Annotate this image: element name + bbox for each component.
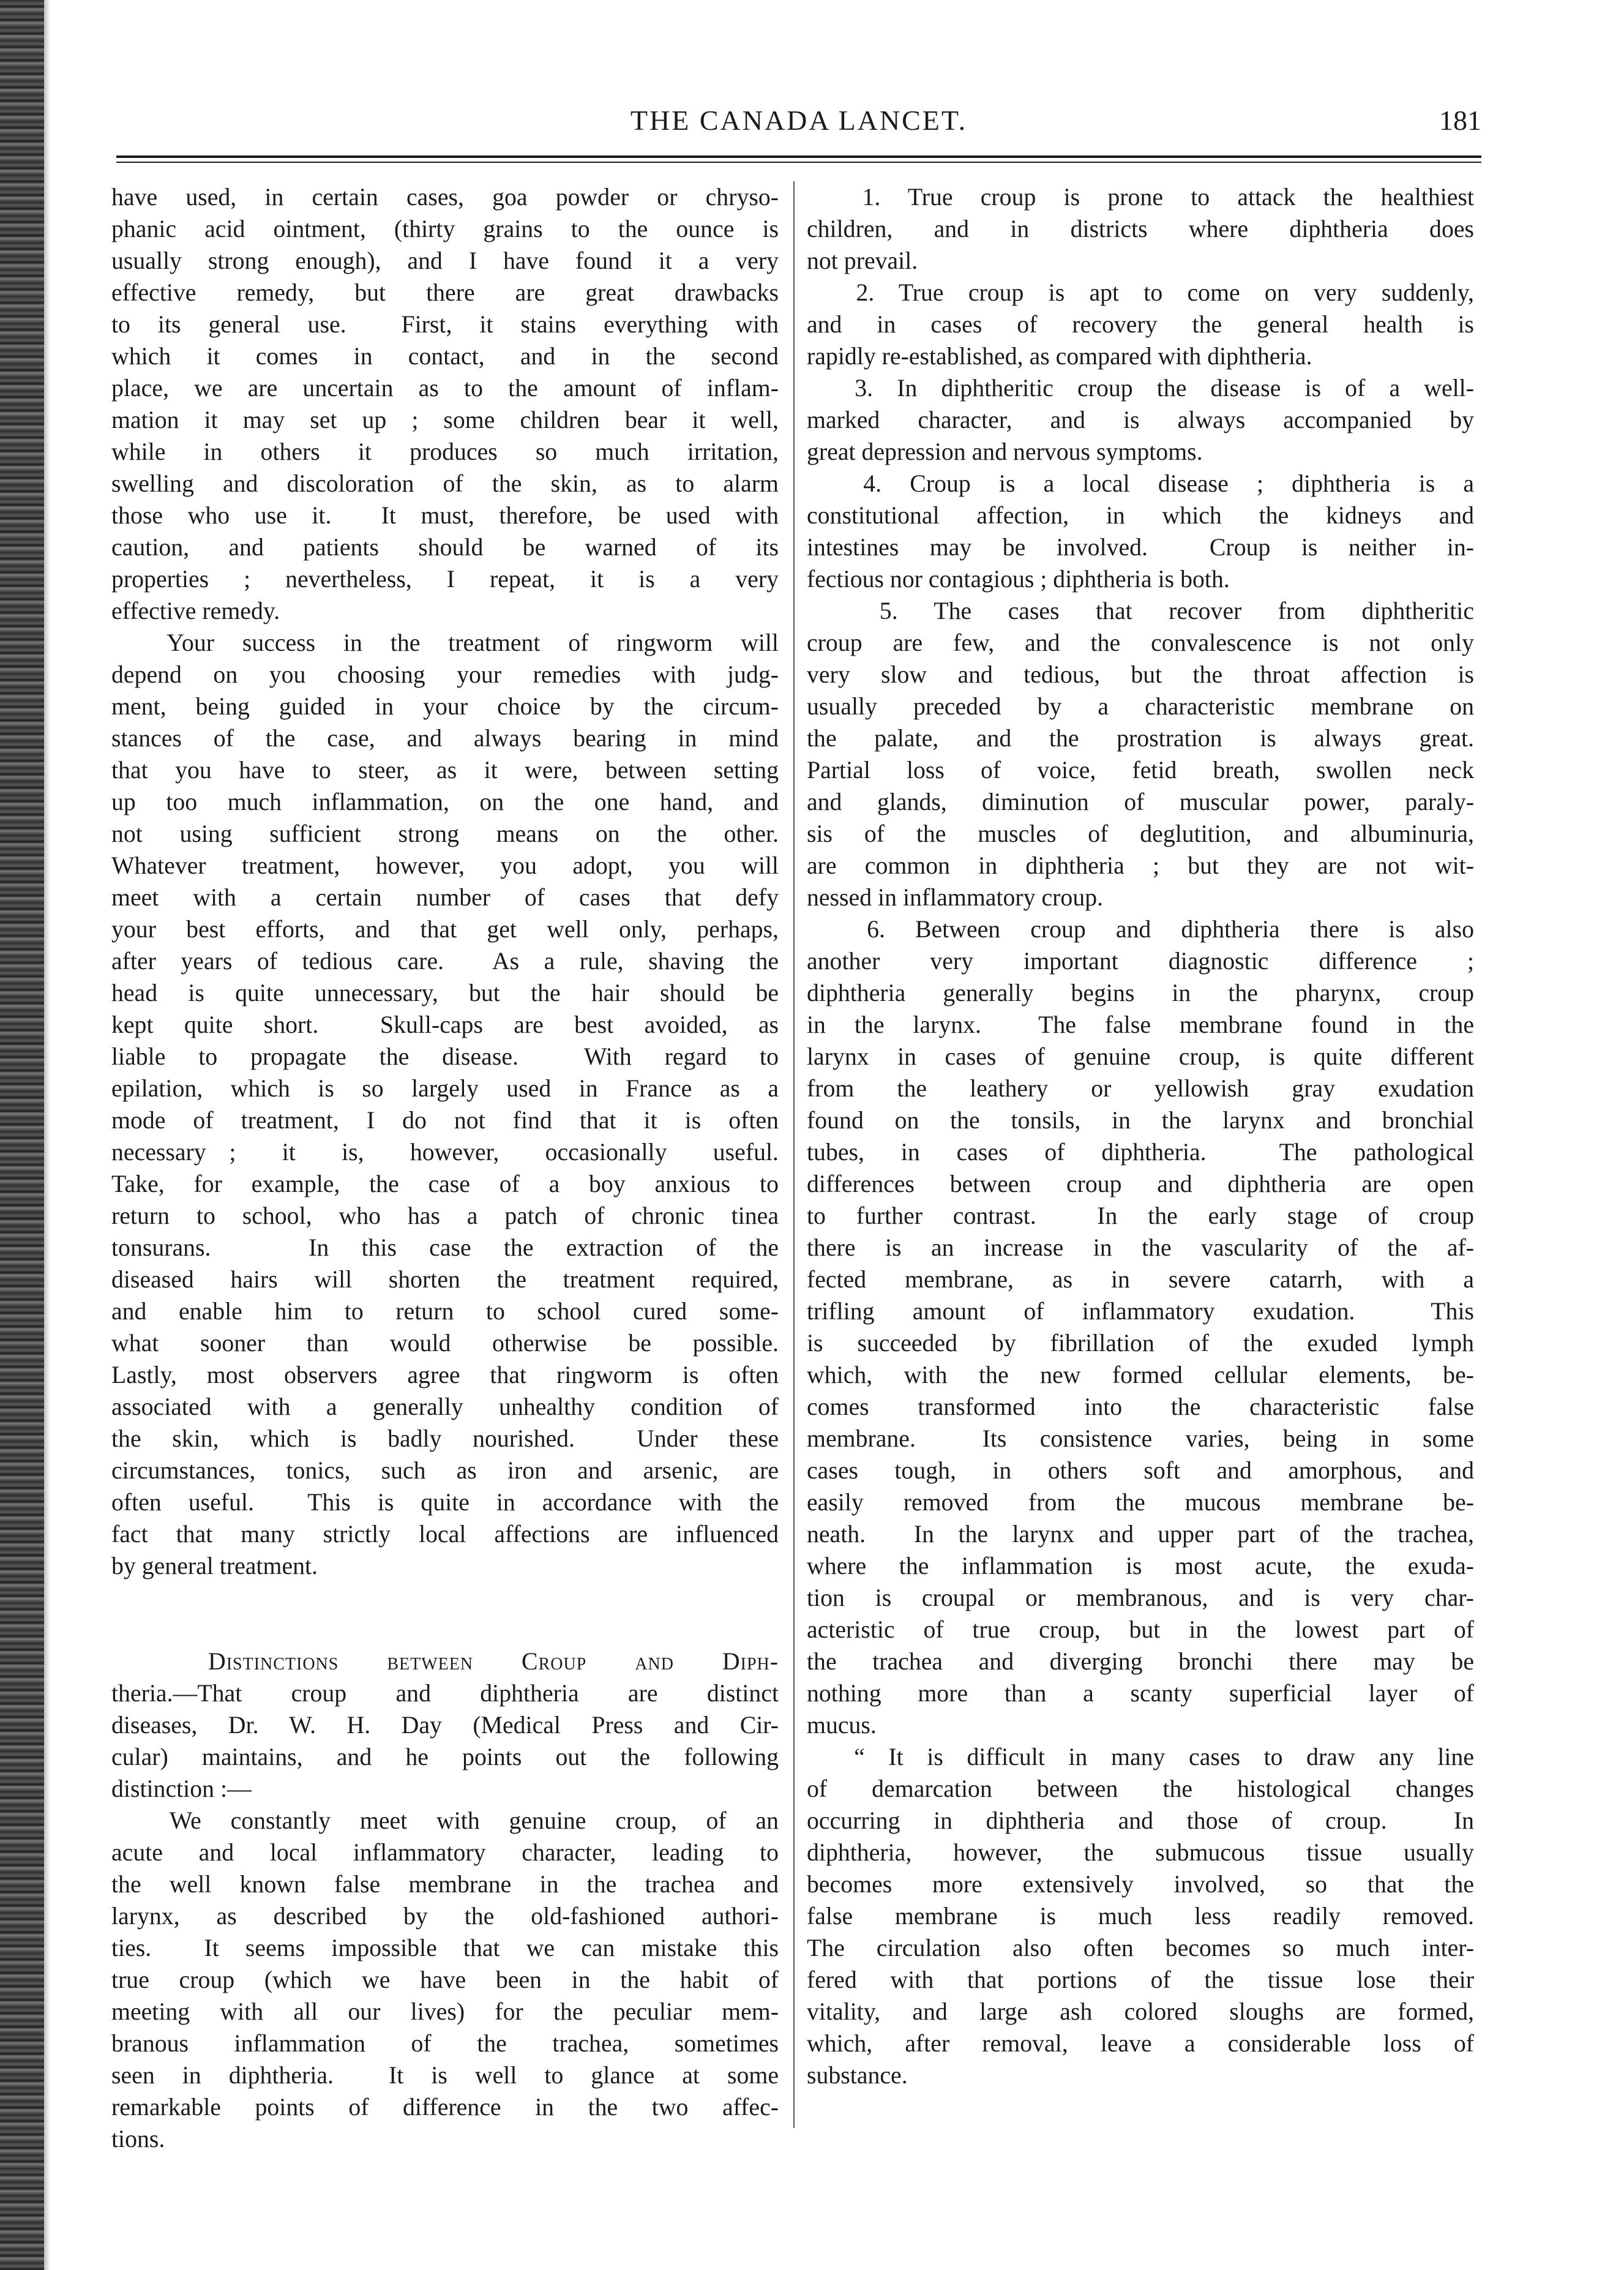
text-line: mucus.	[807, 1712, 877, 1739]
text-line: seen in diphtheria. It is well to glance at some	[111, 2062, 779, 2089]
text-line: of demarcation between the histological changes	[807, 1775, 1474, 1802]
text-line: the palate, and the prostration is always great.	[807, 725, 1474, 752]
text-line: mode of treatment, I do not find that it is often	[111, 1107, 779, 1134]
text-line: there is an increase in the vascularity of the af-	[807, 1234, 1474, 1261]
text-line: have used, in certain cases, goa powder or chryso-	[111, 184, 779, 211]
text-line: circumstances, tonics, such as iron and arsenic, are	[111, 1457, 779, 1484]
text-line: which, after removal, leave a considerable loss of	[807, 2030, 1474, 2057]
text-line: neath. In the larynx and upper part of the trachea,	[807, 1521, 1474, 1548]
text-line: true croup (which we have been in the habit of	[111, 1966, 779, 1993]
text-line: cases tough, in others soft and amorphous, and	[807, 1457, 1474, 1484]
text-line: the well known false membrane in the trachea and	[111, 1871, 779, 1898]
text-line: diphtheria, however, the submucous tissue usually	[807, 1839, 1474, 1866]
text-line: theria.—That croup and diphtheria are distinct	[111, 1680, 779, 1707]
text-line: ment, being guided in your choice by the circum-	[111, 693, 779, 720]
text-line: fected membrane, as in severe catarrh, with a	[807, 1266, 1474, 1293]
text-line: the skin, which is badly nourished. Under these	[111, 1425, 779, 1452]
text-line: is succeeded by fibrillation of the exuded lymph	[807, 1330, 1474, 1357]
text-line: comes transformed into the characteristic false	[807, 1393, 1474, 1420]
text-line: intestines may be involved. Croup is neither in-	[807, 534, 1474, 561]
text-line: substance.	[807, 2062, 908, 2089]
text-line: the trachea and diverging bronchi there may be	[807, 1648, 1474, 1675]
text-line: Take, for example, the case of a boy anxious to	[111, 1171, 779, 1197]
text-line: nothing more than a scanty superficial layer of	[807, 1680, 1474, 1707]
text-line: stances of the case, and always bearing in mind	[111, 725, 779, 752]
text-line: head is quite unnecessary, but the hair should be	[111, 980, 779, 1006]
text-line: marked character, and is always accompanied by	[807, 406, 1474, 433]
text-line: depend on you choosing your remedies with judg-	[111, 661, 779, 688]
text-line: becomes more extensively involved, so that the	[807, 1871, 1474, 1898]
text-line: up too much inflammation, on the one hand, and	[111, 789, 779, 815]
text-line: while in others it produces so much irritation,	[111, 438, 779, 465]
text-line: effective remedy, but there are great drawbacks	[111, 279, 779, 306]
text-line: phanic acid ointment, (thirty grains to the ounce is	[111, 215, 779, 242]
text-line: children, and in districts where diphtheria does	[807, 215, 1474, 242]
text-line: nessed in inflammatory croup.	[807, 884, 1104, 911]
text-line: tubes, in cases of diphtheria. The pathological	[807, 1139, 1474, 1166]
text-line: that you have to steer, as it were, between setting	[111, 757, 779, 784]
text-line: properties ; nevertheless, I repeat, it is a very	[111, 566, 779, 593]
book-binding-edge	[0, 0, 44, 2270]
text-line: diseases, Dr. W. H. Day (Medical Press and Cir-	[111, 1712, 779, 1739]
text-line: The circulation also often becomes so much inter-	[807, 1935, 1474, 1961]
text-line: to further contrast. In the early stage of croup	[807, 1202, 1474, 1229]
text-line: are common in diphtheria ; but they are not wit-	[807, 852, 1474, 879]
running-title: THE CANADA LANCET.	[630, 105, 968, 136]
text-line: great depression and nervous symptoms.	[807, 438, 1203, 465]
text-line: easily removed from the mucous membrane be-	[807, 1489, 1474, 1516]
text-line: diseased hairs will shorten the treatment required,	[111, 1266, 779, 1293]
text-line: often useful. This is quite in accordance with the	[111, 1489, 779, 1516]
header-rule-thick	[116, 155, 1481, 158]
text-line: larynx in cases of genuine croup, is quite different	[807, 1043, 1474, 1070]
text-line: tonsurans. In this case the extraction of the	[111, 1234, 779, 1261]
text-line: membrane. Its consistence varies, being in some	[807, 1425, 1474, 1452]
text-line: ties. It seems impossible that we can mistake this	[111, 1935, 779, 1961]
text-line: “ It is difficult in many cases to draw any line	[807, 1744, 1474, 1770]
text-line: larynx, as described by the old-fashioned authori-	[111, 1903, 779, 1930]
text-line: caution, and patients should be warned of its	[111, 534, 779, 561]
text-line: not prevail.	[807, 247, 918, 274]
left-column	[111, 181, 779, 2155]
text-line: We constantly meet with genuine croup, of an	[111, 1807, 779, 1834]
text-line: fered with that portions of the tissue lose their	[807, 1966, 1474, 1993]
text-line: place, we are uncertain as to the amount of inflam-	[111, 375, 779, 402]
text-line: 3. In diphtheritic croup the disease is of a well-	[807, 375, 1474, 402]
text-line: rapidly re-established, as compared with diphtheria.	[807, 343, 1312, 370]
text-line: croup are few, and the convalescence is not only	[807, 629, 1474, 656]
text-line: liable to propagate the disease. With regard to	[111, 1043, 779, 1070]
text-line: mation it may set up ; some children bear it well,	[111, 406, 779, 433]
text-line: diphtheria generally begins in the pharynx, croup	[807, 980, 1474, 1006]
text-line: and glands, diminution of muscular power, paraly-	[807, 789, 1474, 815]
text-line: your best efforts, and that get well only, perhaps,	[111, 916, 779, 943]
text-line: associated with a generally unhealthy condition of	[111, 1393, 779, 1420]
text-line: acute and local inflammatory character, leading to	[111, 1839, 779, 1866]
text-line: to its general use. First, it stains everything with	[111, 311, 779, 338]
text-line: 1. True croup is prone to attack the healthiest	[807, 184, 1474, 211]
text-line: another very important diagnostic difference ;	[807, 948, 1474, 975]
text-line: differences between croup and diphtheria are open	[807, 1171, 1474, 1197]
text-line: branous inflammation of the trachea, sometimes	[111, 2030, 779, 2057]
text-line: found on the tonsils, in the larynx and bronchial	[807, 1107, 1474, 1134]
text-line: which, with the new formed cellular elements, be-	[807, 1362, 1474, 1388]
text-line: fectious nor contagious ; diphtheria is both.	[807, 566, 1230, 593]
text-line: vitality, and large ash colored sloughs are formed,	[807, 1998, 1474, 2025]
text-line: remarkable points of difference in the two affec-	[111, 2094, 779, 2121]
text-line: necessary ; it is, however, occasionally useful.	[111, 1139, 779, 1166]
text-line: in the larynx. The false membrane found in the	[807, 1011, 1474, 1038]
header-rule-thin	[116, 162, 1481, 163]
text-line: tions.	[111, 2126, 165, 2152]
text-line: where the inflammation is most acute, the exuda-	[807, 1553, 1474, 1579]
text-line: 4. Croup is a local disease ; diphtheria is a	[807, 470, 1474, 497]
page-header	[116, 104, 1481, 147]
text-line: usually preceded by a characteristic membrane on	[807, 693, 1474, 720]
text-line: return to school, who has a patch of chronic tinea	[111, 1202, 779, 1229]
text-line: from the leathery or yellowish gray exudation	[807, 1075, 1474, 1102]
column-divider	[793, 181, 795, 2128]
blank-line	[111, 1614, 779, 1646]
text-line: Distinctions between Croup and Diph-	[111, 1648, 779, 1675]
text-line: false membrane is much less readily removed.	[807, 1903, 1474, 1930]
text-line: cular) maintains, and he points out the following	[111, 1744, 779, 1770]
text-line: what sooner than would otherwise be possible.	[111, 1330, 779, 1357]
text-line: epilation, which is so largely used in France as a	[111, 1075, 779, 1102]
text-line: by general treatment.	[111, 1553, 318, 1579]
text-line: constitutional affection, in which the kidneys and	[807, 502, 1474, 529]
text-line: acteristic of true croup, but in the lowest part of	[807, 1616, 1474, 1643]
text-line: after years of tedious care. As a rule, shaving the	[111, 948, 779, 975]
text-line: meet with a certain number of cases that defy	[111, 884, 779, 911]
text-line: 5. The cases that recover from diphtheritic	[807, 597, 1474, 624]
text-line: Whatever treatment, however, you adopt, you will	[111, 852, 779, 879]
text-line: sis of the muscles of deglutition, and albuminuria,	[807, 820, 1474, 847]
text-line: usually strong enough), and I have found it a very	[111, 247, 779, 274]
text-line: 6. Between croup and diphtheria there is also	[807, 916, 1474, 943]
text-line: meeting with all our lives) for the peculiar mem-	[111, 1998, 779, 2025]
text-line: swelling and discoloration of the skin, as to alarm	[111, 470, 779, 497]
text-line: tion is croupal or membranous, and is very char-	[807, 1584, 1474, 1611]
text-line: 2. True croup is apt to come on very suddenly,	[807, 279, 1474, 306]
text-line: those who use it. It must, therefore, be used with	[111, 502, 779, 529]
text-line: and in cases of recovery the general health is	[807, 311, 1474, 338]
text-line: and enable him to return to school cured some-	[111, 1298, 779, 1325]
text-line: which it comes in contact, and in the second	[111, 343, 779, 370]
text-line: not using sufficient strong means on the other.	[111, 820, 779, 847]
text-line: Partial loss of voice, fetid breath, swollen neck	[807, 757, 1474, 784]
page-number: 181	[1439, 105, 1481, 136]
text-line: fact that many strictly local affections are influenced	[111, 1521, 779, 1548]
text-line: Your success in the treatment of ringworm will	[111, 629, 779, 656]
text-line: occurring in diphtheria and those of croup. In	[807, 1807, 1474, 1834]
right-column	[807, 181, 1474, 2091]
text-line: Lastly, most observers agree that ringworm is often	[111, 1362, 779, 1388]
text-line: effective remedy.	[111, 597, 280, 624]
text-line: kept quite short. Skull-caps are best avoided, as	[111, 1011, 779, 1038]
text-line: very slow and tedious, but the throat affection is	[807, 661, 1474, 688]
text-line: distinction :—	[111, 1775, 252, 1802]
text-line: trifling amount of inflammatory exudation. This	[807, 1298, 1474, 1325]
blank-line	[111, 1582, 779, 1614]
